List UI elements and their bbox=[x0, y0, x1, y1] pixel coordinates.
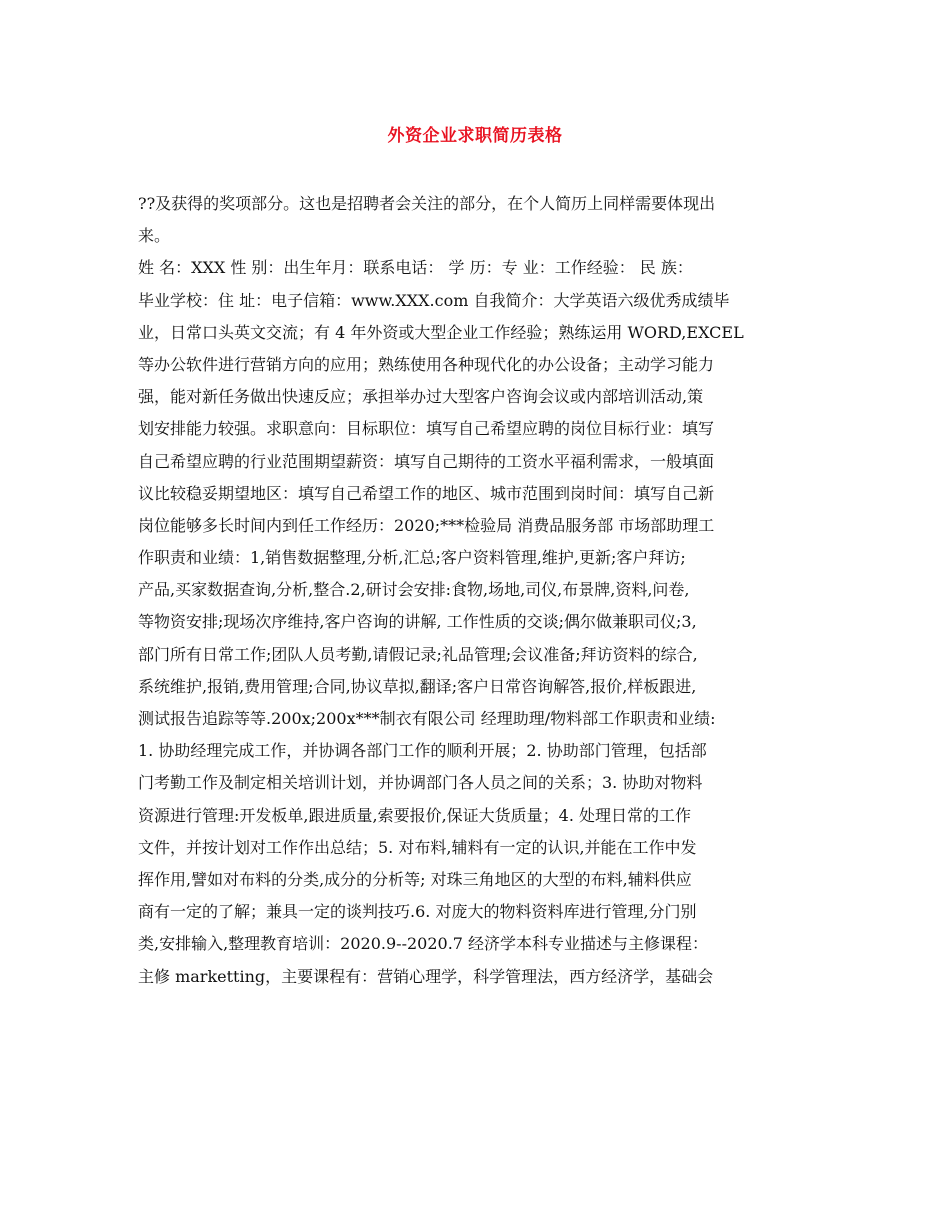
body-line: 类,安排输入,整理教育培训：2020.9--2020.7 经济学本科专业描述与主修课程： bbox=[138, 934, 709, 954]
body-line: 作职责和业绩：1,销售数据整理,分析,汇总;客户资料管理,维护,更新;客户拜访; bbox=[138, 548, 686, 568]
body-line: 姓 名：XXX 性 别：出生年月：联系电话： 学 历：专 业：工作经验： 民 族： bbox=[138, 258, 693, 278]
document-body bbox=[138, 188, 818, 993]
body-line: 等物资安排;现场次序维持,客户咨询的讲解, 工作性质的交谈;偶尔做兼职司仪;3, bbox=[138, 612, 697, 632]
body-line: 系统维护,报销,费用管理;合同,协议草拟,翻译;客户日常咨询解答,报价,样板跟进, bbox=[138, 676, 697, 696]
body-line: 议比较稳妥期望地区：填写自己希望工作的地区、城市范围到岗时间：填写自己新 bbox=[138, 483, 715, 503]
body-line: 测试报告追踪等等.200x;200x***制衣有限公司 经理助理/物料部工作职责和业绩: bbox=[138, 709, 716, 728]
body-line: 文件，并按计划对工作作出总结；5. 对布料,辅料有一定的认识,并能在工作中发 bbox=[138, 837, 697, 857]
body-line: ??及获得的奖项部分。这也是招聘者会关注的部分，在个人简历上同样需要体现出 bbox=[138, 194, 716, 213]
body-line: 自己希望应聘的行业范围期望薪资：填写自己期待的工资水平福利需求，一般填面 bbox=[138, 451, 715, 471]
body-line: 挥作用,譬如对布料的分类,成分的分析等; 对珠三角地区的大型的布料,辅料供应 bbox=[138, 869, 692, 889]
body-line: 资源进行管理:开发板单,跟进质量,索要报价,保证大货质量；4. 处理日常的工作 bbox=[138, 805, 692, 825]
body-line: 强，能对新任务做出快速反应；承担举办过大型客户咨询会议或内部培训活动,策 bbox=[138, 387, 704, 407]
body-line: 1. 协助经理完成工作，并协调各部门工作的顺利开展；2. 协助部门管理，包括部 bbox=[138, 741, 707, 761]
body-line: 毕业学校：住 址：电子信箱：www.XXX.com 自我简介：大学英语六级优秀成绩毕 bbox=[138, 290, 730, 310]
body-line: 划安排能力较强。求职意向：目标职位：填写自己希望应聘的岗位目标行业：填写 bbox=[138, 419, 715, 439]
body-line: 部门所有日常工作;团队人员考勤,请假记录;礼品管理;会议准备;拜访资料的综合, bbox=[138, 644, 698, 664]
body-line: 产品,买家数据查询,分析,整合.2,研讨会安排:食物,场地,司仪,布景牌,资料,问卷, bbox=[138, 580, 690, 600]
body-line: 岗位能够多长时间内到任工作经历：2020;***检验局 消费品服务部 市场部助理工 bbox=[138, 515, 715, 535]
body-line: 门考勤工作及制定相关培训计划，并协调部门各人员之间的关系；3. 协助对物料 bbox=[138, 773, 703, 793]
document-title: 外资企业求职简历表格 bbox=[387, 126, 563, 146]
body-line: 业，日常口头英文交流；有 4 年外资或大型企业工作经验；熟练运用 WORD,EXCEL bbox=[138, 322, 744, 342]
body-line: 主修 marketting，主要课程有：营销心理学，科学管理法，西方经济学，基础会 bbox=[138, 966, 714, 986]
body-line: 等办公软件进行营销方向的应用；熟练使用各种现代化的办公设备；主动学习能力 bbox=[138, 354, 715, 374]
body-line: 商有一定的了解；兼具一定的谈判技巧.6. 对庞大的物料资料库进行管理,分门别 bbox=[138, 902, 697, 922]
body-line: 来。 bbox=[138, 226, 171, 246]
